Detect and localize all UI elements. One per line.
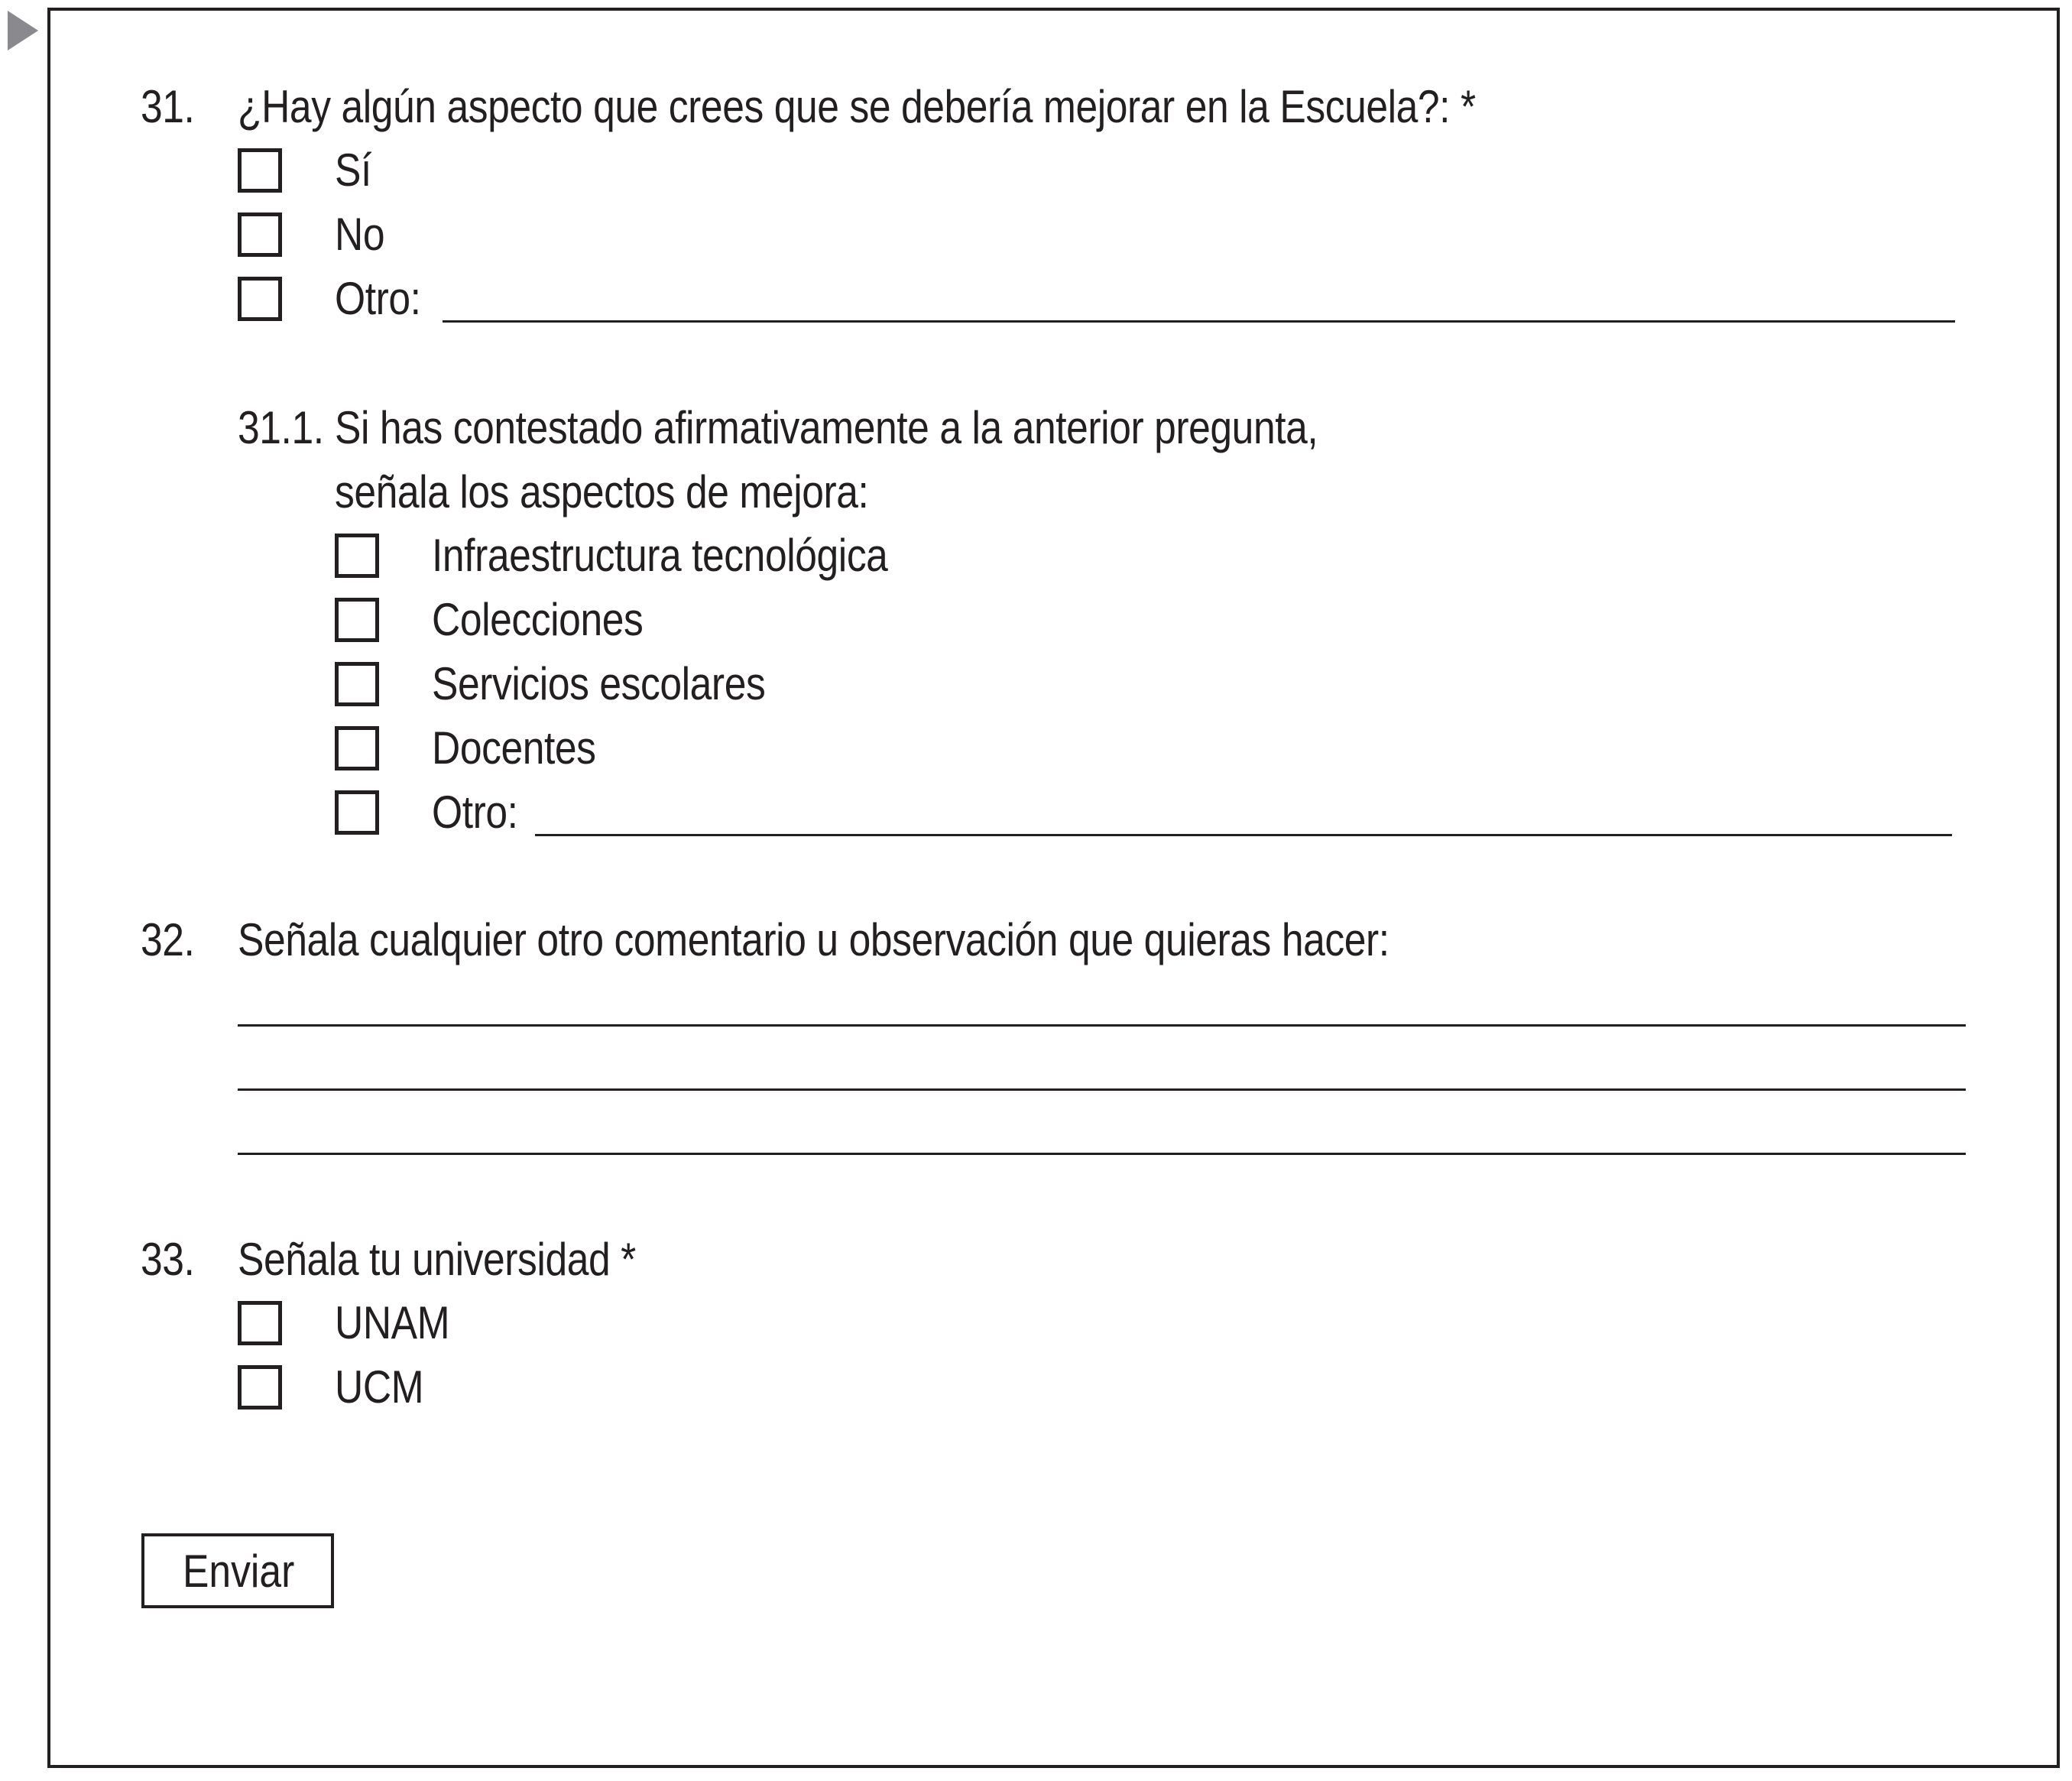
q33-option-ucm-label: UCM: [335, 1361, 424, 1413]
q31-1-option-docentes-checkbox[interactable]: [335, 726, 379, 770]
q33-number: 33.: [141, 1234, 195, 1285]
q31-1-option-infraestructura-checkbox[interactable]: [335, 534, 379, 578]
submit-button[interactable]: [141, 1533, 334, 1608]
q31-option-si-label: Sí: [335, 144, 371, 196]
q31-1-number: 31.1.: [238, 402, 324, 453]
q31-otro-text-field[interactable]: [443, 320, 1955, 323]
q32-question: Señala cualquier otro comentario u observación que quieras hacer:: [238, 914, 1389, 965]
q31-1-option-otro-label: Otro:: [432, 787, 518, 838]
play-triangle-icon: [8, 11, 38, 50]
q31-1-question-line2: señala los aspectos de mejora:: [335, 466, 869, 517]
q31-number: 31.: [141, 81, 195, 132]
q31-question: ¿Hay algún aspecto que crees que se debería mejorar en la Escuela?: *: [238, 81, 1476, 132]
q33-option-unam-label: UNAM: [335, 1297, 450, 1348]
q31-1-option-colecciones-label: Colecciones: [432, 594, 644, 645]
q33-option-ucm-checkbox[interactable]: [238, 1365, 282, 1410]
q31-1-otro-text-field[interactable]: [535, 834, 1952, 836]
q32-comment-line-3[interactable]: [238, 1153, 1966, 1155]
q31-1-question-line1: Si has contestado afirmativamente a la anterior pregunta,: [335, 402, 1318, 453]
form-frame: [47, 8, 2060, 1768]
q31-1-option-otro-checkbox[interactable]: [335, 790, 379, 835]
q32-comment-line-1[interactable]: [238, 1024, 1966, 1027]
submit-button-label: Enviar: [183, 1546, 295, 1597]
q31-1-option-servicios-checkbox[interactable]: [335, 662, 379, 706]
q32-comment-line-2[interactable]: [238, 1088, 1966, 1091]
q31-option-no-checkbox[interactable]: [238, 212, 282, 257]
q33-option-unam-checkbox[interactable]: [238, 1301, 282, 1345]
q31-option-si-checkbox[interactable]: [238, 148, 282, 193]
q31-option-otro-label: Otro:: [335, 273, 421, 324]
q32-number: 32.: [141, 914, 195, 965]
q31-1-option-docentes-label: Docentes: [432, 722, 596, 774]
q31-option-otro-checkbox[interactable]: [238, 277, 282, 321]
q31-1-option-colecciones-checkbox[interactable]: [335, 598, 379, 642]
q31-1-option-servicios-label: Servicios escolares: [432, 658, 766, 709]
q31-1-option-infraestructura-label: Infraestructura tecnológica: [432, 530, 888, 581]
q33-question: Señala tu universidad *: [238, 1234, 636, 1285]
q31-option-no-label: No: [335, 209, 385, 260]
